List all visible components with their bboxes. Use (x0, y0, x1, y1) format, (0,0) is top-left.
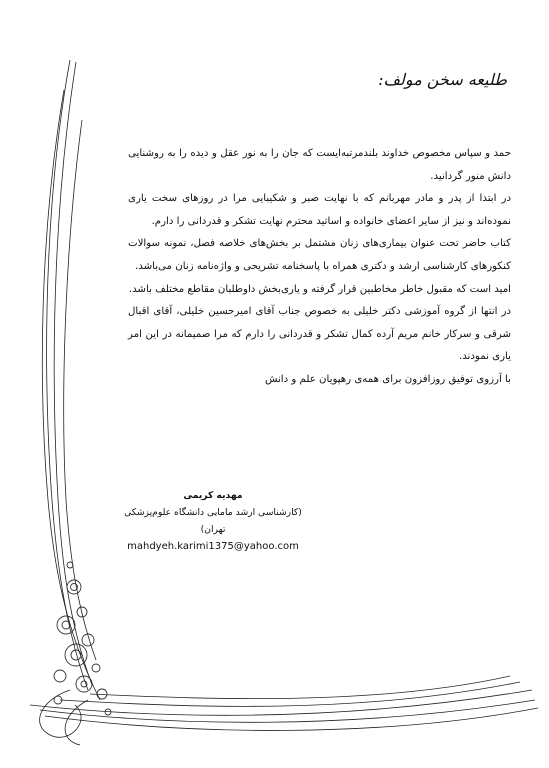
bottom-swirl-line (60, 682, 520, 706)
author-signature (118, 487, 308, 555)
author-title: (کارشناسی ارشد مامایی دانشگاه علوم‌پزشکی تهران) (124, 507, 302, 535)
author-name: مهدیه کریمی (183, 490, 243, 501)
bottom-swirl-line (40, 700, 535, 722)
page-heading: طلیعه سخن مولف: (378, 70, 507, 89)
decor-circle (54, 670, 66, 682)
decor-circle (67, 580, 81, 594)
preface-paragraph: در انتها از گروه آموزشی دکتر خلیلی به خصوص جناب آقای امیرحسین خلیلی، آقای اقبال شرقی و سرکار خانم مریم آرده کمال تشکر و قدردانی را دارم که مرا صمیمانه در این امر یاری نمودند. (128, 306, 511, 363)
vertical-swirl-line (47, 60, 88, 690)
decor-circle (67, 562, 73, 568)
decor-circle (92, 664, 100, 672)
bottom-swirl-line (45, 708, 538, 730)
preface-paragraph: در ابتدا از پدر و مادر مهربانم که با نهایت صبر و شکیبایی مرا در روزهای سخت یاری نموده‌اند و نیز از سایر اعضای خانواده و اساتید محترم نهایت تشکر و قدردانی را دارم. (128, 193, 511, 227)
author-email: mahdyeh.karimi1375@yahoo.com (127, 541, 299, 552)
decor-circle (57, 616, 75, 634)
preface-body (128, 143, 511, 392)
vertical-swirl-line (64, 120, 96, 660)
preface-paragraph: حمد و سپاس مخصوص خداوند بلندمرتبه‌ایست که جان را به نور عقل و دیده را به روشنایی دانش منور گردانید. (128, 148, 511, 182)
vertical-swirl-line (54, 62, 92, 685)
preface-paragraph: امید است که مقبول خاطر مخاطبین قرار گرفته و یاری‌بخش داوطلبان مقاطع مختلف باشد. (128, 283, 511, 295)
bottom-swirl-line (90, 676, 510, 699)
decor-circle (65, 644, 87, 666)
preface-paragraph: کتاب حاضر تحت عنوان بیماری‌های زنان مشتمل بر بخش‌های خلاصه فصل، نمونه سوالات کنکورهای کارشناسی ارشد و دکتری همراه با پاسخنامه تشریحی و واژه‌نامه زنان می‌باشد. (128, 238, 511, 272)
preface-paragraph: با آرزوی توفیق روزافزون برای همه‌ی رهپویان علم و دانش (264, 373, 511, 385)
